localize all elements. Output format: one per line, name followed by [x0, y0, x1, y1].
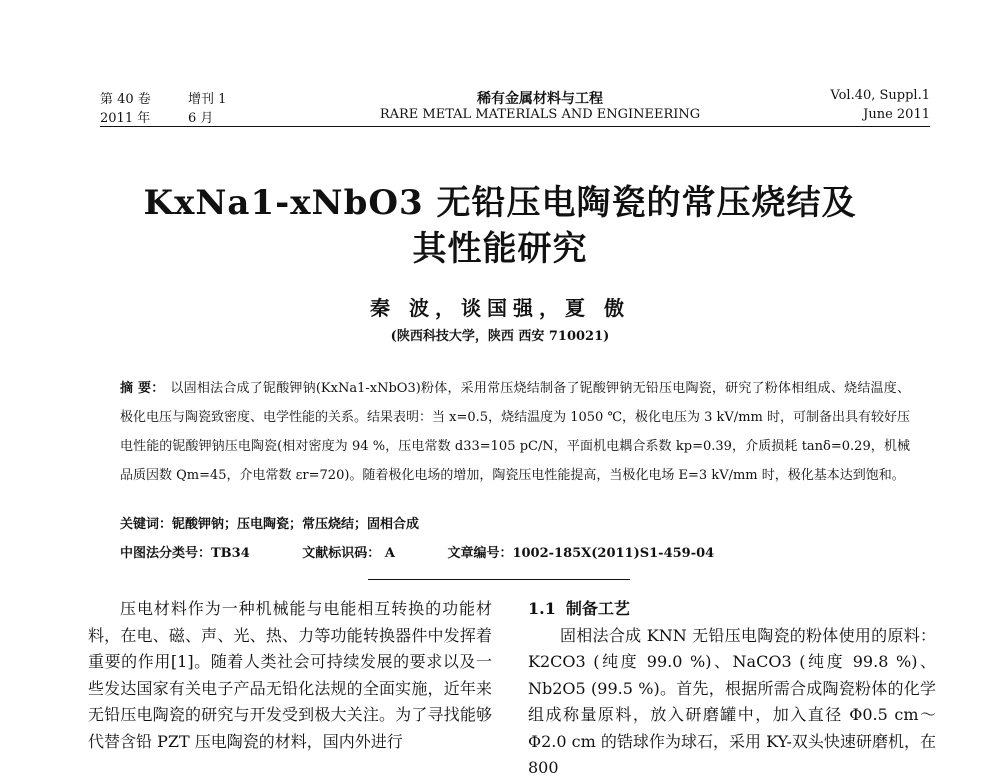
authors: 秦 波，谈国强，夏 傲	[370, 296, 630, 320]
section-number: 1.1	[528, 599, 556, 618]
article-number: 文章编号：1002-185X(2011)S1-459-04	[447, 546, 715, 561]
keywords: 关键词：铌酸钾钠；压电陶瓷；常压烧结；固相合成	[120, 517, 420, 532]
classification-line	[120, 542, 820, 561]
affiliation: (陕西科技大学，陕西 西安 710021)	[390, 329, 610, 344]
abstract-label: 摘 要：	[120, 381, 165, 396]
date-en: June 2011	[863, 107, 930, 122]
page-header	[100, 88, 930, 128]
left-column	[88, 596, 492, 755]
month-label: 6 月	[188, 111, 214, 126]
journal-title-en: RARE METAL MATERIALS AND ENGINEERING	[379, 107, 701, 122]
journal-title-cn: 稀有金属材料与工程	[477, 91, 603, 107]
volume-en: Vol.40, Suppl.1	[830, 88, 930, 103]
section-heading	[528, 596, 936, 623]
section-title: 制备工艺	[565, 599, 630, 618]
method-paragraph: 固相法合成 KNN 无铅压电陶瓷的粉体使用的原料：K2CO3 (纯度 99.0 %)、NaCO3 (纯度 99.8 %)、Nb2O5 (99.5 %)。首先，根据所需合成陶瓷粉体的化学组成称量原料，放入研磨罐中，加入直径 Φ0.5 cm～Φ2.0 cm 的锆球作为球石，采用 KY-双头快速研磨机，在 800	[528, 625, 936, 777]
title-line-2: 其性能研究	[412, 229, 588, 269]
header-rule	[100, 126, 930, 127]
abstract	[120, 374, 910, 490]
clc-number: 中图法分类号：TB34	[120, 546, 250, 561]
intro-paragraph: 压电材料作为一种机械能与电能相互转换的功能材料，在电、磁、声、光、热、力等功能转换器件中发挥着重要的作用[1]。随着人类社会可持续发展的要求以及一些发达国家有关电子产品无铅化法规的全面实施，近年来无铅压电陶瓷的研究与开发受到极大关注。为了寻找能够代替含铅 PZT 压电陶瓷的材料，国内外进行	[88, 599, 492, 751]
supplement-label: 增刊 1	[188, 92, 227, 107]
year-label: 2011 年	[100, 111, 151, 126]
right-column	[528, 596, 936, 782]
document-code: 文献标识码： A	[302, 546, 395, 561]
abstract-text: 以固相法合成了铌酸钾钠(KxNa1-xNbO3)粉体，采用常压烧结制备了铌酸钾钠无铅压电陶瓷，研究了粉体相组成、烧结温度、极化电压与陶瓷致密度、电学性能的关系。结果表明：当 x=0.5，烧结温度为 1050 ℃，极化电压为 3 kV/mm 时，可制备出具有较好压电性能的铌酸钾钠压电陶瓷(相对密度为 94 %，压电常数 d33=105 pC/N，平面机电耦合系数 kp=0.39，介质损耗 tanδ=0.29，机械品质因数 Qm=45，介电常数 εr=720)。随着极化电场的增加，陶瓷压电性能提高，当极化电场 E=3 kV/mm 时，极化基本达到饱和。	[120, 381, 910, 483]
volume-label: 第 40 卷	[100, 92, 151, 107]
paper-title	[0, 180, 1000, 272]
title-line-1: KxNa1-xNbO3 无铅压电陶瓷的常压烧结及	[143, 183, 857, 223]
separator-rule	[368, 579, 630, 580]
